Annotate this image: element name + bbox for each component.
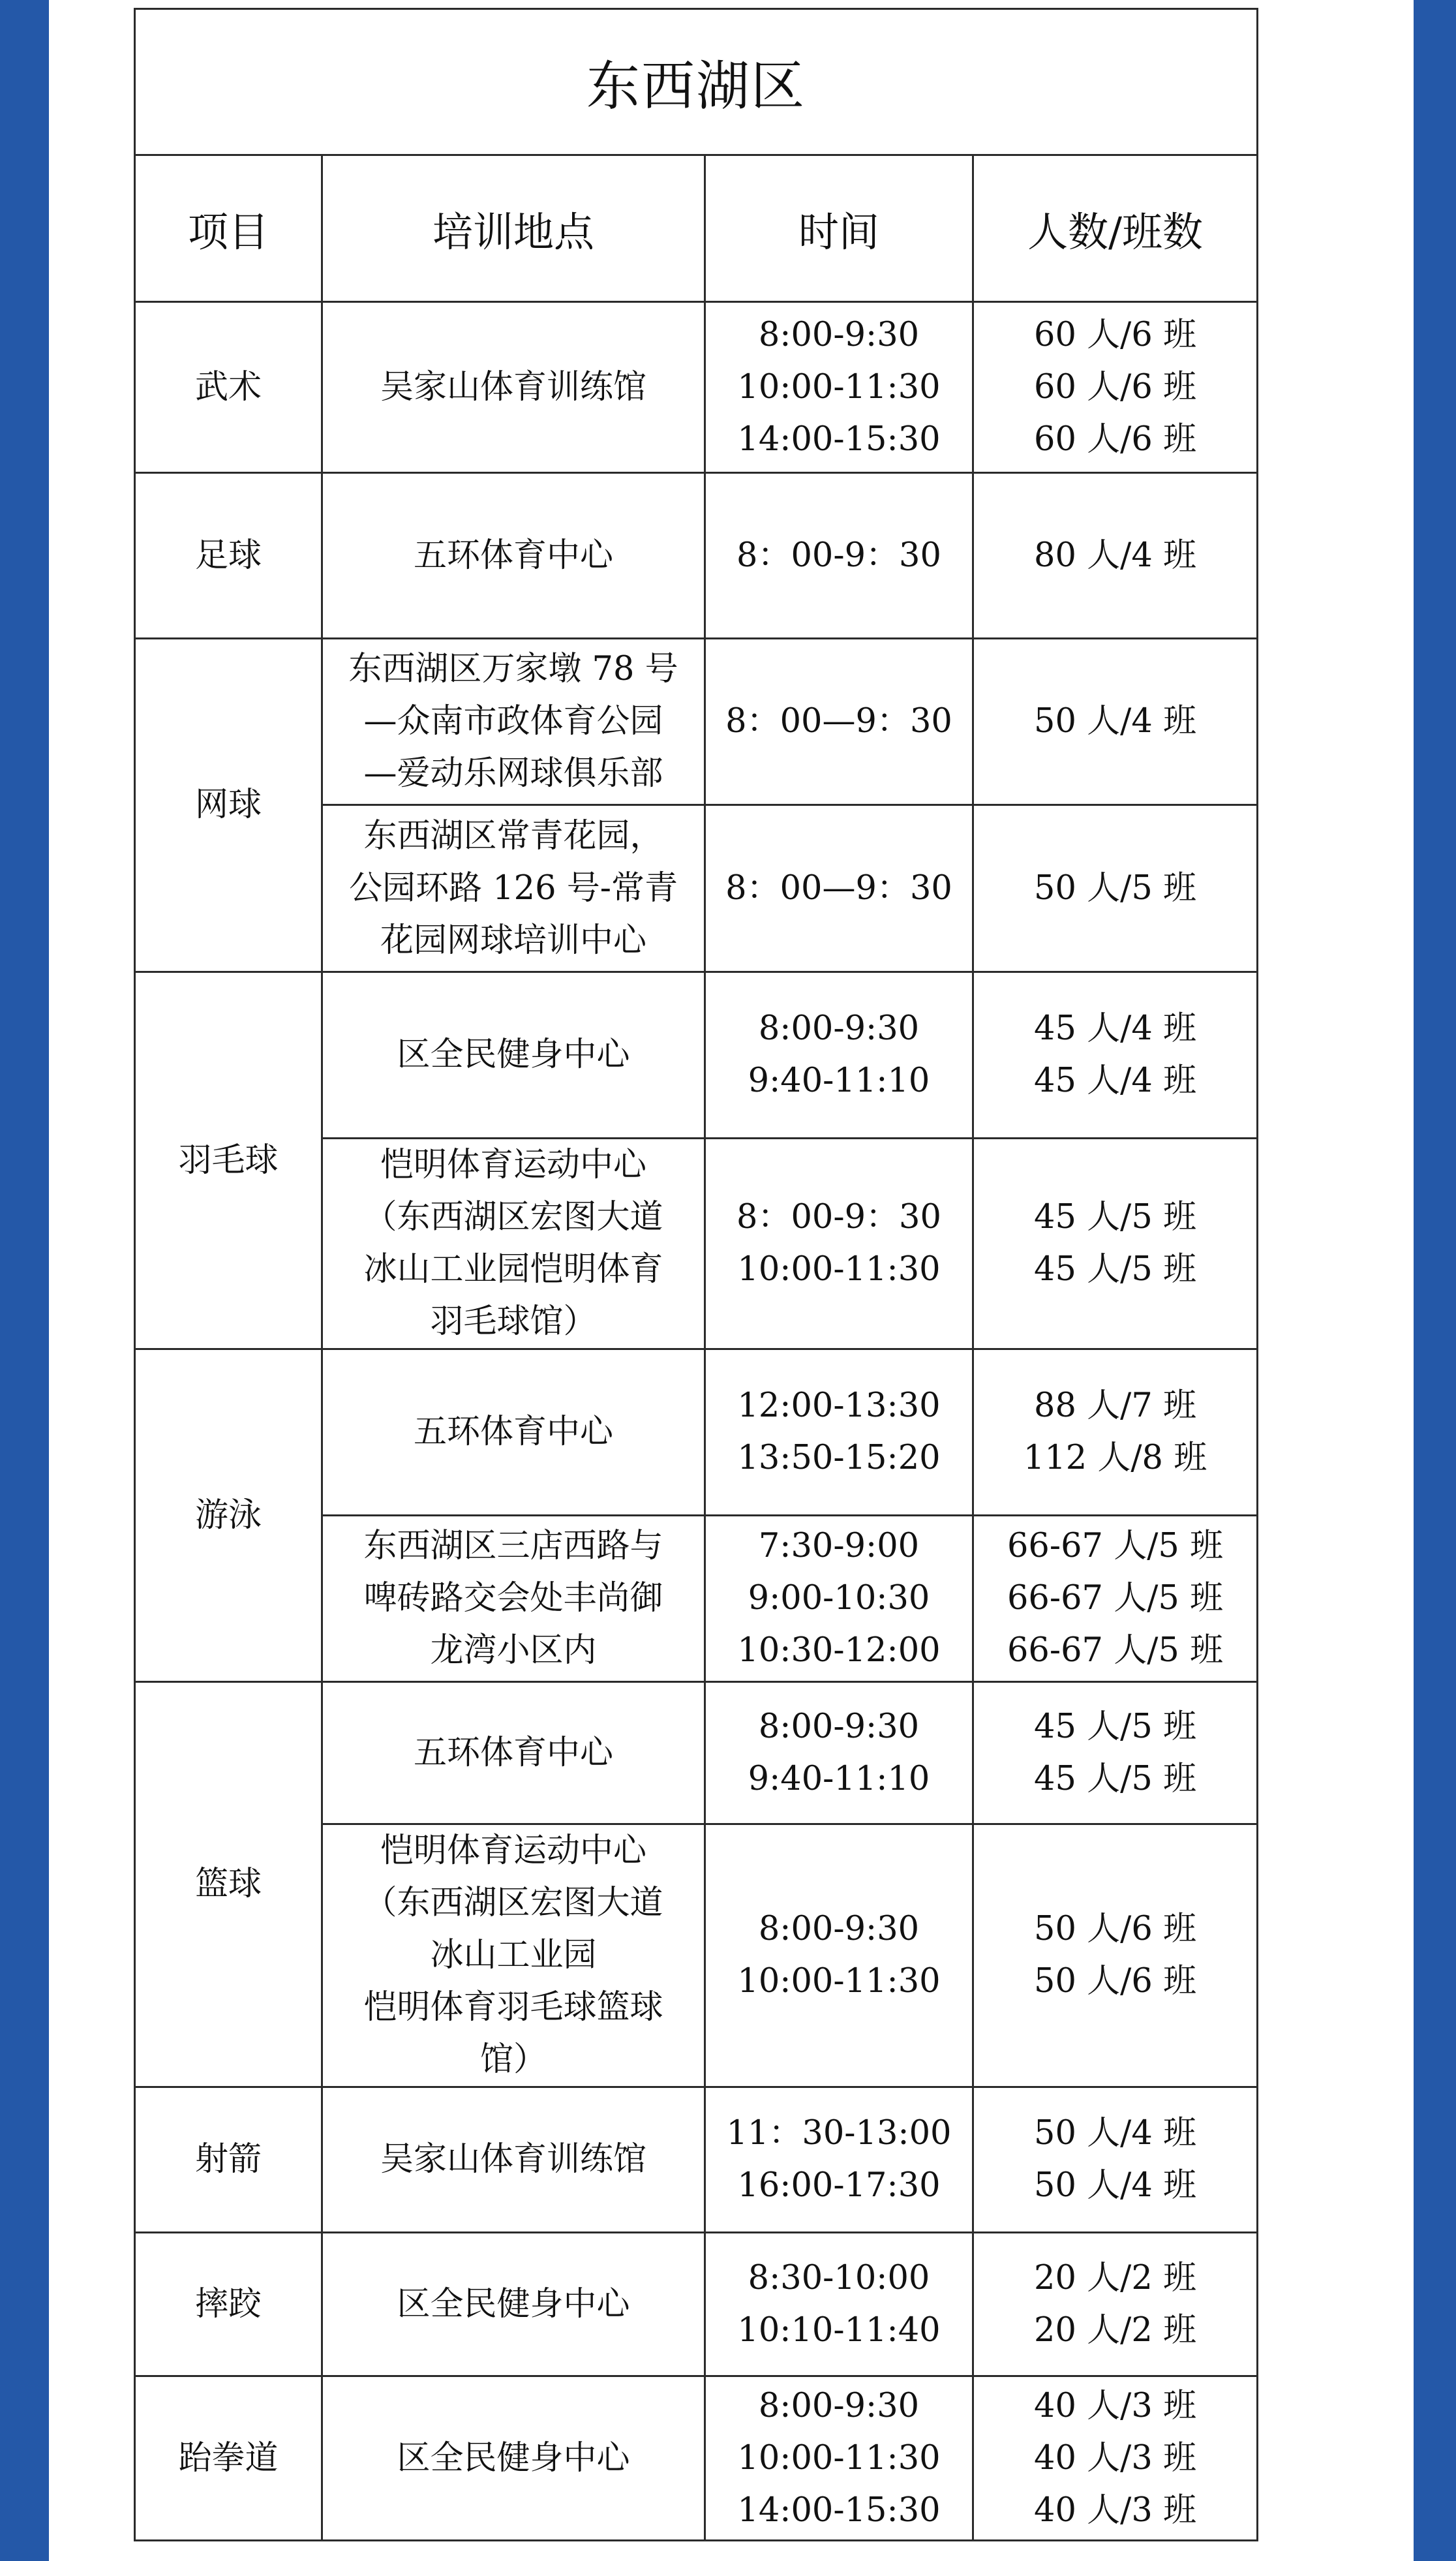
time-cell-line: 9:40-11:10 (748, 1062, 930, 1100)
count-cell (973, 302, 1258, 473)
time-cell-line: 14:00-15:30 (737, 420, 941, 459)
time-cell-line: 10:00-11:30 (737, 1962, 941, 2001)
location-cell (322, 2233, 705, 2376)
count-cell (973, 639, 1258, 805)
time-cell-line: 8：00-9：30 (736, 1198, 941, 1236)
sport-cell: 羽毛球 (135, 972, 322, 1349)
time-cell-line: 9:40-11:10 (748, 1759, 930, 1798)
location-cell-line: 五环体育中心 (413, 536, 613, 575)
sport-cell: 射箭 (135, 2087, 322, 2233)
table-row (135, 473, 1258, 639)
count-cell (973, 1824, 1258, 2087)
location-cell-line: 五环体育中心 (413, 1413, 613, 1451)
location-cell-line: 东西湖区三店西路与 (363, 1527, 663, 1565)
count-cell-line: 40 人/3 班 (1034, 2491, 1196, 2530)
count-cell (973, 1516, 1258, 1682)
count-cell-line: 50 人/4 班 (1034, 702, 1196, 741)
sport-cell: 武术 (135, 302, 322, 473)
location-cell-line: 羽毛球馆） (430, 1302, 597, 1341)
count-cell-line: 45 人/5 班 (1034, 1707, 1196, 1746)
time-cell-line: 8：00—9：30 (725, 868, 952, 908)
count-cell-line: 45 人/5 班 (1034, 1759, 1196, 1798)
location-cell-line: 恺明体育羽毛球篮球 (363, 1988, 663, 2027)
location-cell (322, 302, 705, 473)
location-cell-line: 恺明体育运动中心 (380, 1832, 646, 1870)
count-cell-line: 50 人/4 班 (1034, 2166, 1196, 2205)
time-cell-line: 10:30-12:00 (737, 1631, 941, 1670)
location-cell (322, 1349, 705, 1516)
sport-cell: 摔跤 (135, 2233, 322, 2376)
count-cell-line: 45 人/4 班 (1034, 1062, 1196, 1100)
location-cell-line: 冰山工业园恺明体育 (363, 1250, 663, 1289)
count-cell (973, 2233, 1258, 2376)
count-cell-line: 40 人/3 班 (1034, 2386, 1196, 2425)
location-cell-line: 吴家山体育训练馆 (380, 367, 646, 406)
time-cell (705, 2087, 973, 2233)
location-cell-line: 恺明体育运动中心 (380, 1146, 646, 1184)
location-cell-line: （东西湖区宏图大道 (363, 1198, 663, 1236)
location-cell (322, 2376, 705, 2541)
sport-cell: 跆拳道 (135, 2376, 322, 2541)
time-cell-line: 10:00-11:30 (737, 1250, 941, 1289)
location-cell-line: 东西湖区常青花园， (363, 816, 663, 855)
left-border-stripe (0, 0, 49, 2561)
count-cell-line: 50 人/5 班 (1034, 868, 1196, 908)
time-cell-line: 9:00-10:30 (748, 1579, 930, 1618)
time-cell-line: 8:00-9:30 (758, 1707, 920, 1746)
location-cell-line: —爱动乐网球俱乐部 (363, 754, 663, 793)
table-row (135, 302, 1258, 473)
table-row (135, 972, 1258, 1139)
table-row (135, 2087, 1258, 2233)
location-cell-line: 啤砖路交会处丰尚御 (363, 1579, 663, 1618)
location-cell-line: 区全民健身中心 (397, 1035, 630, 1074)
sport-cell: 篮球 (135, 1682, 322, 2087)
count-cell-line: 20 人/2 班 (1034, 2258, 1196, 2297)
location-cell-line: —众南市政体育公园 (363, 702, 663, 741)
time-cell-line: 12:00-13:30 (737, 1387, 941, 1425)
location-cell-line: 冰山工业园 (430, 1936, 597, 1974)
header-row (135, 155, 1258, 302)
count-cell-line: 40 人/3 班 (1034, 2438, 1196, 2477)
count-cell-line: 50 人/6 班 (1034, 1962, 1196, 2001)
location-cell-line: 区全民健身中心 (397, 2284, 630, 2323)
time-cell-line: 8:00-9:30 (758, 2386, 920, 2425)
location-cell (322, 2087, 705, 2233)
time-cell (705, 1516, 973, 1682)
sport-cell: 足球 (135, 473, 322, 639)
time-cell (705, 805, 973, 972)
location-cell (322, 1682, 705, 1824)
location-cell (322, 1824, 705, 2087)
count-cell-line: 66-67 人/5 班 (1007, 1527, 1224, 1565)
count-cell-line: 80 人/4 班 (1034, 536, 1196, 575)
time-cell (705, 302, 973, 473)
location-cell (322, 639, 705, 805)
count-cell-line: 112 人/8 班 (1023, 1439, 1207, 1477)
table-row (135, 639, 1258, 805)
location-cell (322, 473, 705, 639)
count-cell-line: 66-67 人/5 班 (1007, 1631, 1224, 1670)
table-row (135, 1682, 1258, 1824)
time-cell-line: 11：30-13:00 (726, 2114, 952, 2153)
location-cell-line: 区全民健身中心 (397, 2438, 630, 2477)
sport-cell: 游泳 (135, 1349, 322, 1682)
time-cell-line: 8:00-9:30 (758, 1009, 920, 1048)
count-cell-line: 60 人/6 班 (1034, 367, 1196, 406)
training-schedule-table (134, 8, 1258, 2541)
sport-cell: 网球 (135, 639, 322, 972)
location-cell-line: 公园环路 126 号-常青 (349, 868, 678, 908)
location-cell-line: 东西湖区万家墩 78 号 (348, 650, 678, 688)
count-cell-line: 50 人/4 班 (1034, 2114, 1196, 2153)
time-cell (705, 1139, 973, 1349)
time-cell (705, 1824, 973, 2087)
time-cell-line: 8:30-10:00 (748, 2258, 930, 2297)
time-cell (705, 2376, 973, 2541)
table-row (135, 2233, 1258, 2376)
right-border-stripe (1414, 0, 1456, 2561)
count-cell-line: 60 人/6 班 (1034, 315, 1196, 354)
time-cell (705, 2233, 973, 2376)
time-cell-line: 7:30-9:00 (758, 1527, 920, 1565)
location-cell (322, 972, 705, 1139)
count-cell (973, 2087, 1258, 2233)
time-cell (705, 1682, 973, 1824)
time-cell (705, 473, 973, 639)
count-cell-line: 45 人/5 班 (1034, 1250, 1196, 1289)
count-cell-line: 60 人/6 班 (1034, 420, 1196, 459)
table-title: 东西湖区 (135, 9, 1258, 155)
time-cell-line: 8:00-9:30 (758, 1910, 920, 1948)
count-cell-line: 88 人/7 班 (1034, 1387, 1196, 1425)
table-row (135, 1349, 1258, 1516)
count-cell-line: 45 人/5 班 (1034, 1198, 1196, 1236)
time-cell (705, 1349, 973, 1516)
count-cell (973, 1139, 1258, 1349)
time-cell (705, 639, 973, 805)
count-cell-line: 20 人/2 班 (1034, 2310, 1196, 2350)
header-sport: 项目 (135, 155, 322, 302)
count-cell-line: 50 人/6 班 (1034, 1910, 1196, 1948)
location-cell-line: 吴家山体育训练馆 (380, 2140, 646, 2179)
count-cell (973, 805, 1258, 972)
location-cell (322, 805, 705, 972)
count-cell (973, 1349, 1258, 1516)
time-cell-line: 8:00-9:30 (758, 315, 920, 354)
header-location: 培训地点 (322, 155, 705, 302)
time-cell-line: 10:00-11:30 (737, 367, 941, 406)
time-cell-line: 14:00-15:30 (737, 2491, 941, 2530)
table-row (135, 2376, 1258, 2541)
header-count: 人数/班数 (973, 155, 1258, 302)
count-cell-line: 66-67 人/5 班 (1007, 1579, 1224, 1618)
location-cell-line: 龙湾小区内 (430, 1631, 597, 1670)
time-cell-line: 16:00-17:30 (737, 2166, 941, 2205)
count-cell-line: 45 人/4 班 (1034, 1009, 1196, 1048)
count-cell (973, 1682, 1258, 1824)
time-cell-line: 8：00—9：30 (725, 702, 952, 741)
time-cell-line: 13:50-15:20 (737, 1439, 941, 1477)
time-cell-line: 8：00-9：30 (736, 536, 941, 575)
location-cell-line: （东西湖区宏图大道 (363, 1884, 663, 1922)
time-cell-line: 10:10-11:40 (737, 2310, 941, 2350)
header-time: 时间 (705, 155, 973, 302)
count-cell (973, 473, 1258, 639)
location-cell-line: 花园网球培训中心 (380, 921, 646, 960)
count-cell (973, 2376, 1258, 2541)
location-cell (322, 1139, 705, 1349)
time-cell (705, 972, 973, 1139)
location-cell-line: 五环体育中心 (413, 1733, 613, 1772)
time-cell-line: 10:00-11:30 (737, 2438, 941, 2477)
location-cell (322, 1516, 705, 1682)
count-cell (973, 972, 1258, 1139)
location-cell-line: 馆） (479, 2040, 547, 2079)
